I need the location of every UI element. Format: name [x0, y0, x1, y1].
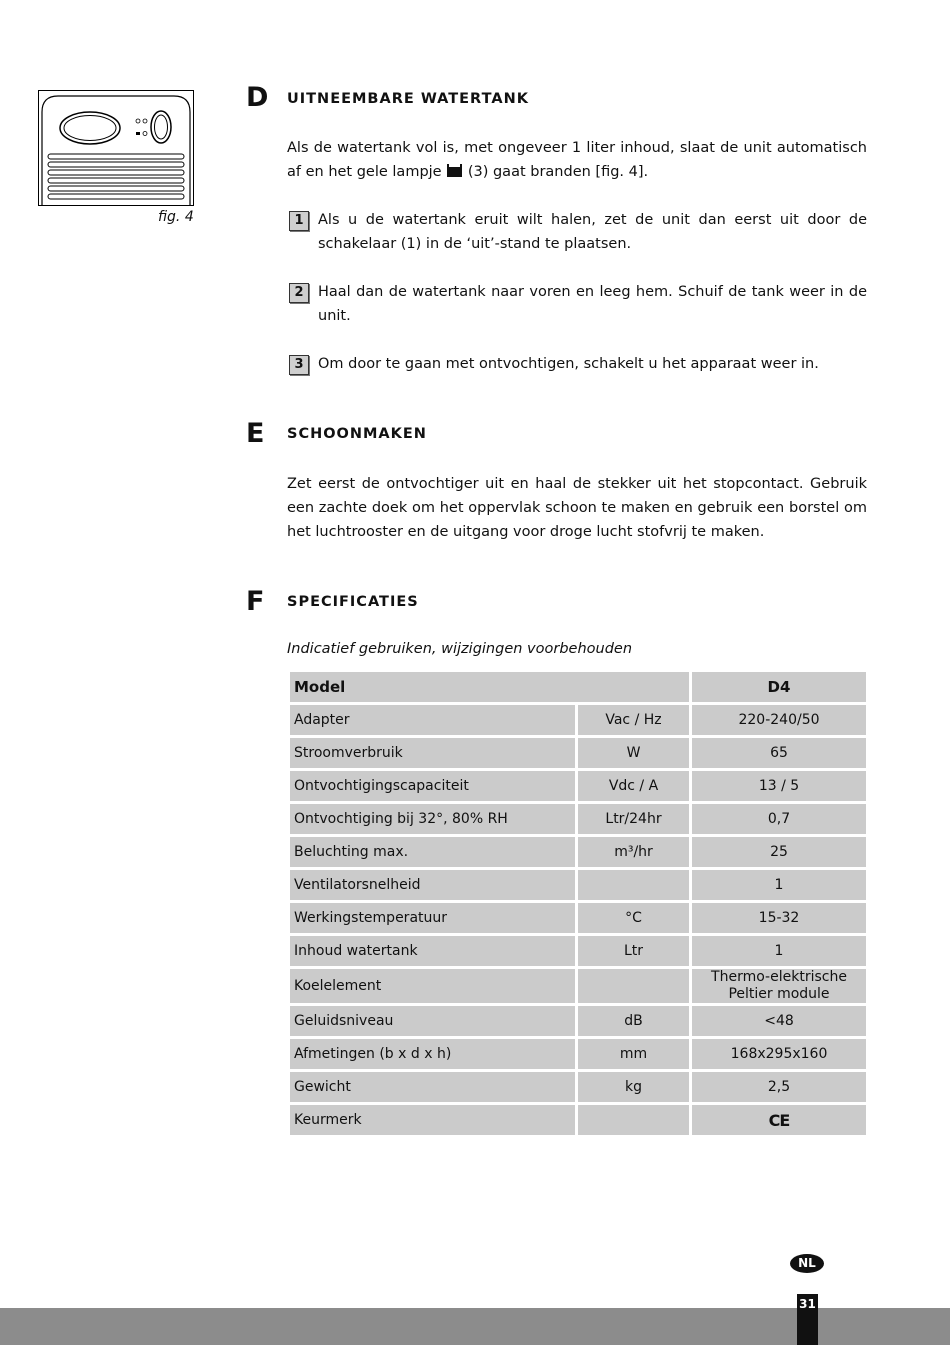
section-letter-d: D	[246, 82, 269, 113]
ce-mark-text: CE	[768, 1110, 790, 1130]
model-label: Model	[290, 672, 689, 702]
spec-unit	[578, 1105, 689, 1135]
table-row	[290, 1105, 866, 1135]
spec-unit: W	[578, 738, 689, 768]
table-header-row	[290, 672, 866, 702]
spec-unit: Ltr/24hr	[578, 804, 689, 834]
spec-unit: kg	[578, 1072, 689, 1102]
spec-label: Adapter	[290, 705, 575, 735]
spec-label: Inhoud watertank	[290, 936, 575, 966]
spec-unit	[578, 969, 689, 1003]
section-title-cleaning: SCHOONMAKEN	[287, 426, 427, 442]
ce-mark	[692, 1105, 866, 1135]
table-row	[290, 738, 866, 768]
section-title-watertank: UITNEEMBARE WATERTANK	[287, 91, 529, 107]
figure-caption: fig. 4	[158, 209, 194, 225]
spec-unit: °C	[578, 903, 689, 933]
step-text-2: Haal dan de watertank naar voren en leeg hem. Schuif de tank weer in de unit.	[318, 284, 867, 324]
spec-value: 2,5	[692, 1072, 866, 1102]
spec-label: Werkingstemperatuur	[290, 903, 575, 933]
spec-label: Koelelement	[290, 969, 575, 1003]
section-letter-f: F	[246, 586, 265, 617]
spec-unit: mm	[578, 1039, 689, 1069]
dehumidifier-illustration	[38, 90, 194, 206]
spec-unit: Vac / Hz	[578, 705, 689, 735]
spec-label: Geluidsniveau	[290, 1006, 575, 1036]
spec-value	[692, 969, 866, 1003]
model-value: D4	[692, 672, 866, 702]
spec-value: 0,7	[692, 804, 866, 834]
intro-text-before: Als de watertank vol is, met ongeveer 1 liter inhoud, slaat de unit automatisch af en het gele lampje	[287, 140, 867, 180]
spec-label: Ontvochtiging bij 32°, 80% RH	[290, 804, 575, 834]
device-figure	[38, 90, 194, 206]
spec-unit: Ltr	[578, 936, 689, 966]
section-letter-e: E	[246, 418, 265, 449]
spec-label: Keurmerk	[290, 1105, 575, 1135]
spec-unit: m³/hr	[578, 837, 689, 867]
spec-value: 25	[692, 837, 866, 867]
specs-subtitle: Indicatief gebruiken, wijzigingen voorbehouden	[287, 641, 633, 657]
water-tank-icon	[446, 163, 463, 177]
table-row	[290, 804, 866, 834]
table-row	[290, 870, 866, 900]
table-row	[290, 837, 866, 867]
spec-value-line-2: Peltier module	[728, 986, 830, 1002]
spec-value: 1	[692, 936, 866, 966]
cleaning-text: Zet eerst de ontvochtiger uit en haal de stekker uit het stopcontact. Gebruik een zachte doek om het oppervlak schoon te maken en gebruik een borstel om het luchtrooster en de uitgang voor droge lucht stofvrij te maken.	[287, 476, 867, 540]
spec-table	[287, 669, 869, 1138]
table-row	[290, 1006, 866, 1036]
spec-label: Gewicht	[290, 1072, 575, 1102]
step-text-1: Als u de watertank eruit wilt halen, zet de unit dan eerst uit door de schakelaar (1) in de ‘uit’-stand te plaatsen.	[318, 212, 867, 252]
spec-value: 220-240/50	[692, 705, 866, 735]
intro-text-after: (3) gaat branden [fig. 4].	[467, 164, 649, 180]
step-number-3: 3	[289, 355, 309, 375]
language-badge: NL	[790, 1254, 824, 1273]
spec-value: 65	[692, 738, 866, 768]
spec-label: Ontvochtigingscapaciteit	[290, 771, 575, 801]
step-number-2: 2	[289, 283, 309, 303]
watertank-intro	[287, 136, 867, 184]
spec-label: Beluchting max.	[290, 837, 575, 867]
table-row	[290, 705, 866, 735]
table-row	[290, 936, 866, 966]
table-row	[290, 771, 866, 801]
spec-value-line-1: Thermo-elektrische	[711, 969, 847, 985]
spec-unit	[578, 870, 689, 900]
spec-value: 15-32	[692, 903, 866, 933]
table-row	[290, 969, 866, 1003]
spec-label: Stroomverbruik	[290, 738, 575, 768]
spec-label: Ventilatorsnelheid	[290, 870, 575, 900]
table-row	[290, 1072, 866, 1102]
spec-value: 1	[692, 870, 866, 900]
spec-value: 168x295x160	[692, 1039, 866, 1069]
spec-label: Afmetingen (b x d x h)	[290, 1039, 575, 1069]
spec-value: <48	[692, 1006, 866, 1036]
spec-value: 13 / 5	[692, 771, 866, 801]
spec-unit: Vdc / A	[578, 771, 689, 801]
step-text-3: Om door te gaan met ontvochtigen, schakelt u het apparaat weer in.	[318, 356, 819, 372]
step-number-1: 1	[289, 211, 309, 231]
section-title-specs: SPECIFICATIES	[287, 594, 419, 610]
spec-unit: dB	[578, 1006, 689, 1036]
table-row	[290, 903, 866, 933]
page-number: 31	[797, 1294, 818, 1345]
table-row	[290, 1039, 866, 1069]
